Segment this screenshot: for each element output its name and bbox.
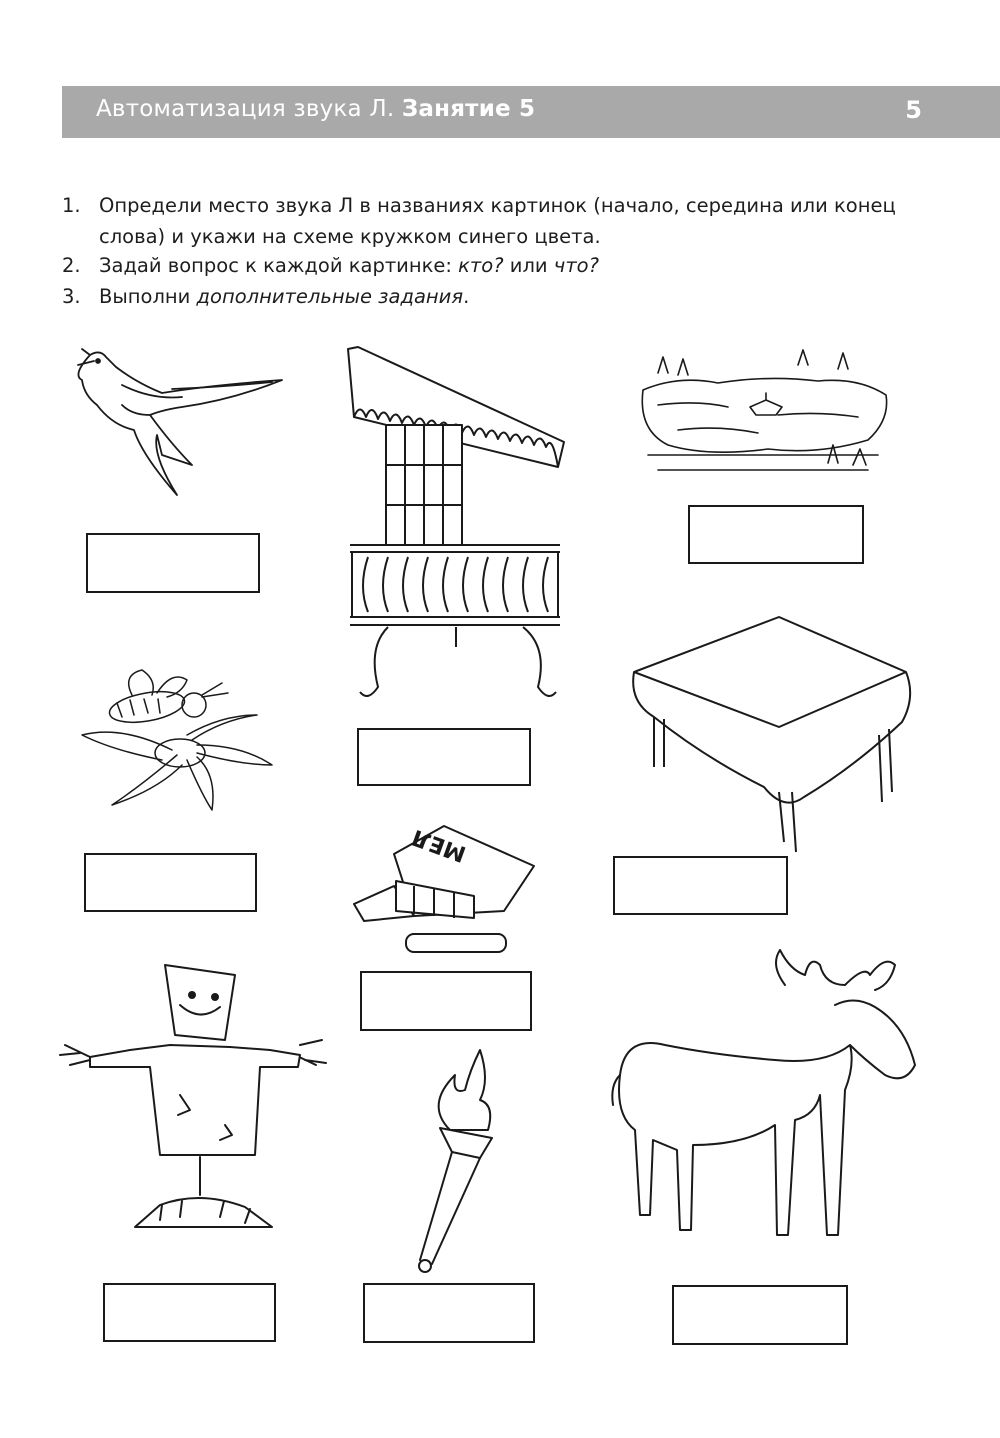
- swallow-icon: [62, 345, 287, 500]
- task-1: 1. Определи место звука Л в названиях картинок (начало, середина или конец: [62, 194, 896, 217]
- answer-box-scarecrow[interactable]: [103, 1283, 276, 1342]
- answer-box-chalk[interactable]: [360, 971, 532, 1031]
- puddle-icon: [638, 345, 890, 490]
- answer-box-bee[interactable]: [84, 853, 257, 912]
- chalk-box-icon: [354, 823, 536, 956]
- task-2: 2. Задай вопрос к каждой картинке: кто? или что?: [62, 254, 599, 277]
- task-1-continued: слова) и укажи на схеме кружком синего цвета.: [99, 225, 601, 248]
- page-number: 5: [905, 96, 922, 124]
- page-title: Автоматизация звука Л. Занятие 5: [96, 96, 536, 122]
- scarecrow-icon: [60, 965, 326, 1240]
- answer-box-puddle[interactable]: [688, 505, 864, 564]
- balcony-icon: [348, 347, 564, 707]
- task-3: 3. Выполни дополнительные задания.: [62, 285, 470, 308]
- header-bar: [62, 86, 1000, 138]
- answer-box-moose[interactable]: [672, 1285, 848, 1345]
- moose-icon: [605, 945, 915, 1245]
- answer-box-torch[interactable]: [363, 1283, 535, 1343]
- chalk-box-label: МЕЛ: [408, 823, 470, 867]
- bee-on-flower-icon: [62, 665, 280, 815]
- answer-box-swallow[interactable]: [86, 533, 260, 593]
- answer-box-balcony[interactable]: [357, 728, 531, 786]
- torch-icon: [410, 1050, 496, 1275]
- answer-box-table[interactable]: [613, 856, 788, 915]
- table-icon: [624, 617, 916, 857]
